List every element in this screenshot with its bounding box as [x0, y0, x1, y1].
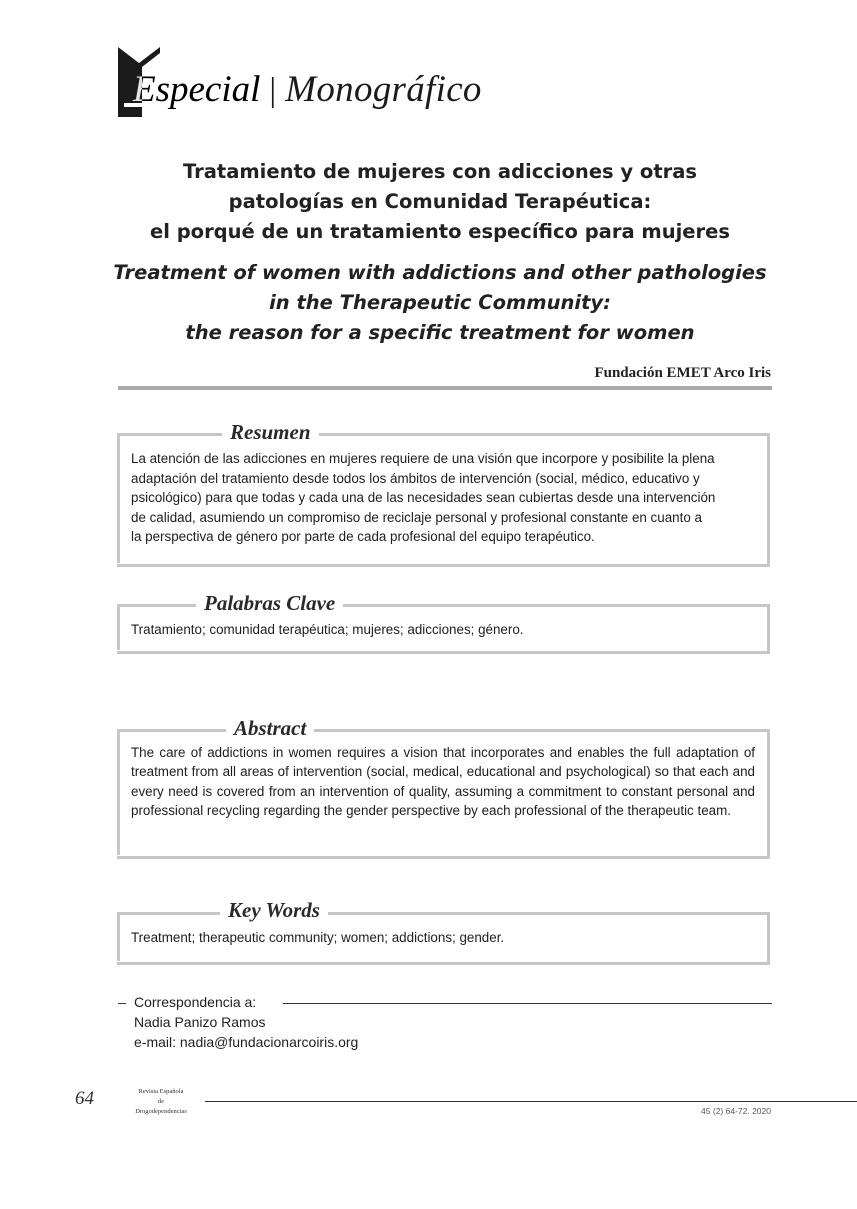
abstract-box-left-stub: [117, 729, 120, 855]
resumen-line: de calidad, asumiendo un compromiso de reciclaje personal y profesional constante en cuanto a: [131, 509, 702, 525]
title-spanish: [60, 157, 820, 247]
title-english-line: in the Therapeutic Community:: [269, 291, 611, 314]
journal-line: Revista Española: [138, 1088, 184, 1095]
citation: 45 (2) 64-72. 2020: [701, 1106, 771, 1116]
journal-line: Drogodependencias: [135, 1108, 187, 1115]
palabras-clave-box-left-stub: [117, 604, 120, 650]
section-name: Especial: [133, 69, 261, 110]
resumen-line: psicológico) para que todas y cada una de las necesidades sean cubiertas desde una intervención: [131, 490, 716, 506]
correspondence-email: e-mail: nadia@fundacionarcoiris.org: [134, 1034, 359, 1050]
key-words-heading: Key Words: [220, 898, 328, 922]
author-divider: [118, 386, 772, 390]
key-words-box-left-stub: [117, 912, 120, 961]
title-english-line: the reason for a specific treatment for women: [185, 321, 695, 344]
title-spanish-line: Tratamiento de mujeres con adicciones y otras: [182, 160, 698, 183]
title-spanish-line: patologías en Comunidad Terapéutica:: [228, 190, 652, 213]
title-spanish-line: el porqué de un tratamiento específico para mujeres: [150, 220, 730, 243]
author: Fundación EMET Arco Iris: [594, 365, 771, 381]
resumen-heading: Resumen: [222, 420, 319, 444]
title-english: [60, 258, 820, 348]
palabras-clave-heading: Palabras Clave: [196, 591, 343, 615]
footer-rule: [205, 1101, 857, 1102]
resumen-line: adaptación del tratamiento desde todos los ámbitos de intervención (social, médico, educativo y: [131, 470, 700, 486]
resumen-line: La atención de las adicciones en mujeres requiere de una visión que incorpore y posibilite la plena: [131, 451, 715, 466]
palabras-clave-text: Tratamiento; comunidad terapéutica; mujeres; adicciones; género.: [131, 622, 524, 637]
section-title: [133, 68, 482, 113]
subsection-name: Monográfico: [285, 69, 482, 110]
resumen-line: la perspectiva de género por parte de cada profesional del equipo terapéutico.: [131, 529, 595, 545]
abstract-text: The care of addictions in women requires a vision that incorporates and enables the full adaptation of treatment from all areas of intervention (social, medical, educational and psychological) so that each and every need is covered from an intervention of quality, assuming a commitment to constant personal and professional recycling regarding the gender perspective by each professional of the therapeutic team.: [131, 745, 755, 819]
title-english-line: Treatment of women with addictions and other pathologies: [113, 261, 767, 284]
abstract-heading: Abstract: [226, 716, 314, 740]
journal-line: de: [157, 1098, 165, 1105]
correspondence-dash: [118, 1003, 126, 1004]
section-separator: |: [269, 72, 277, 109]
key-words-text: Treatment; therapeutic community; women; addictions; gender.: [131, 930, 505, 945]
correspondence-name: Nadia Panizo Ramos: [134, 1014, 266, 1030]
resumen-box-left-stub: [117, 433, 120, 563]
resumen-text: [131, 449, 763, 547]
page-number: 64: [75, 1088, 94, 1109]
correspondence-label: Correspondencia a:: [134, 994, 257, 1010]
journal-name: [126, 1087, 196, 1117]
correspondence-block: [134, 992, 358, 1052]
